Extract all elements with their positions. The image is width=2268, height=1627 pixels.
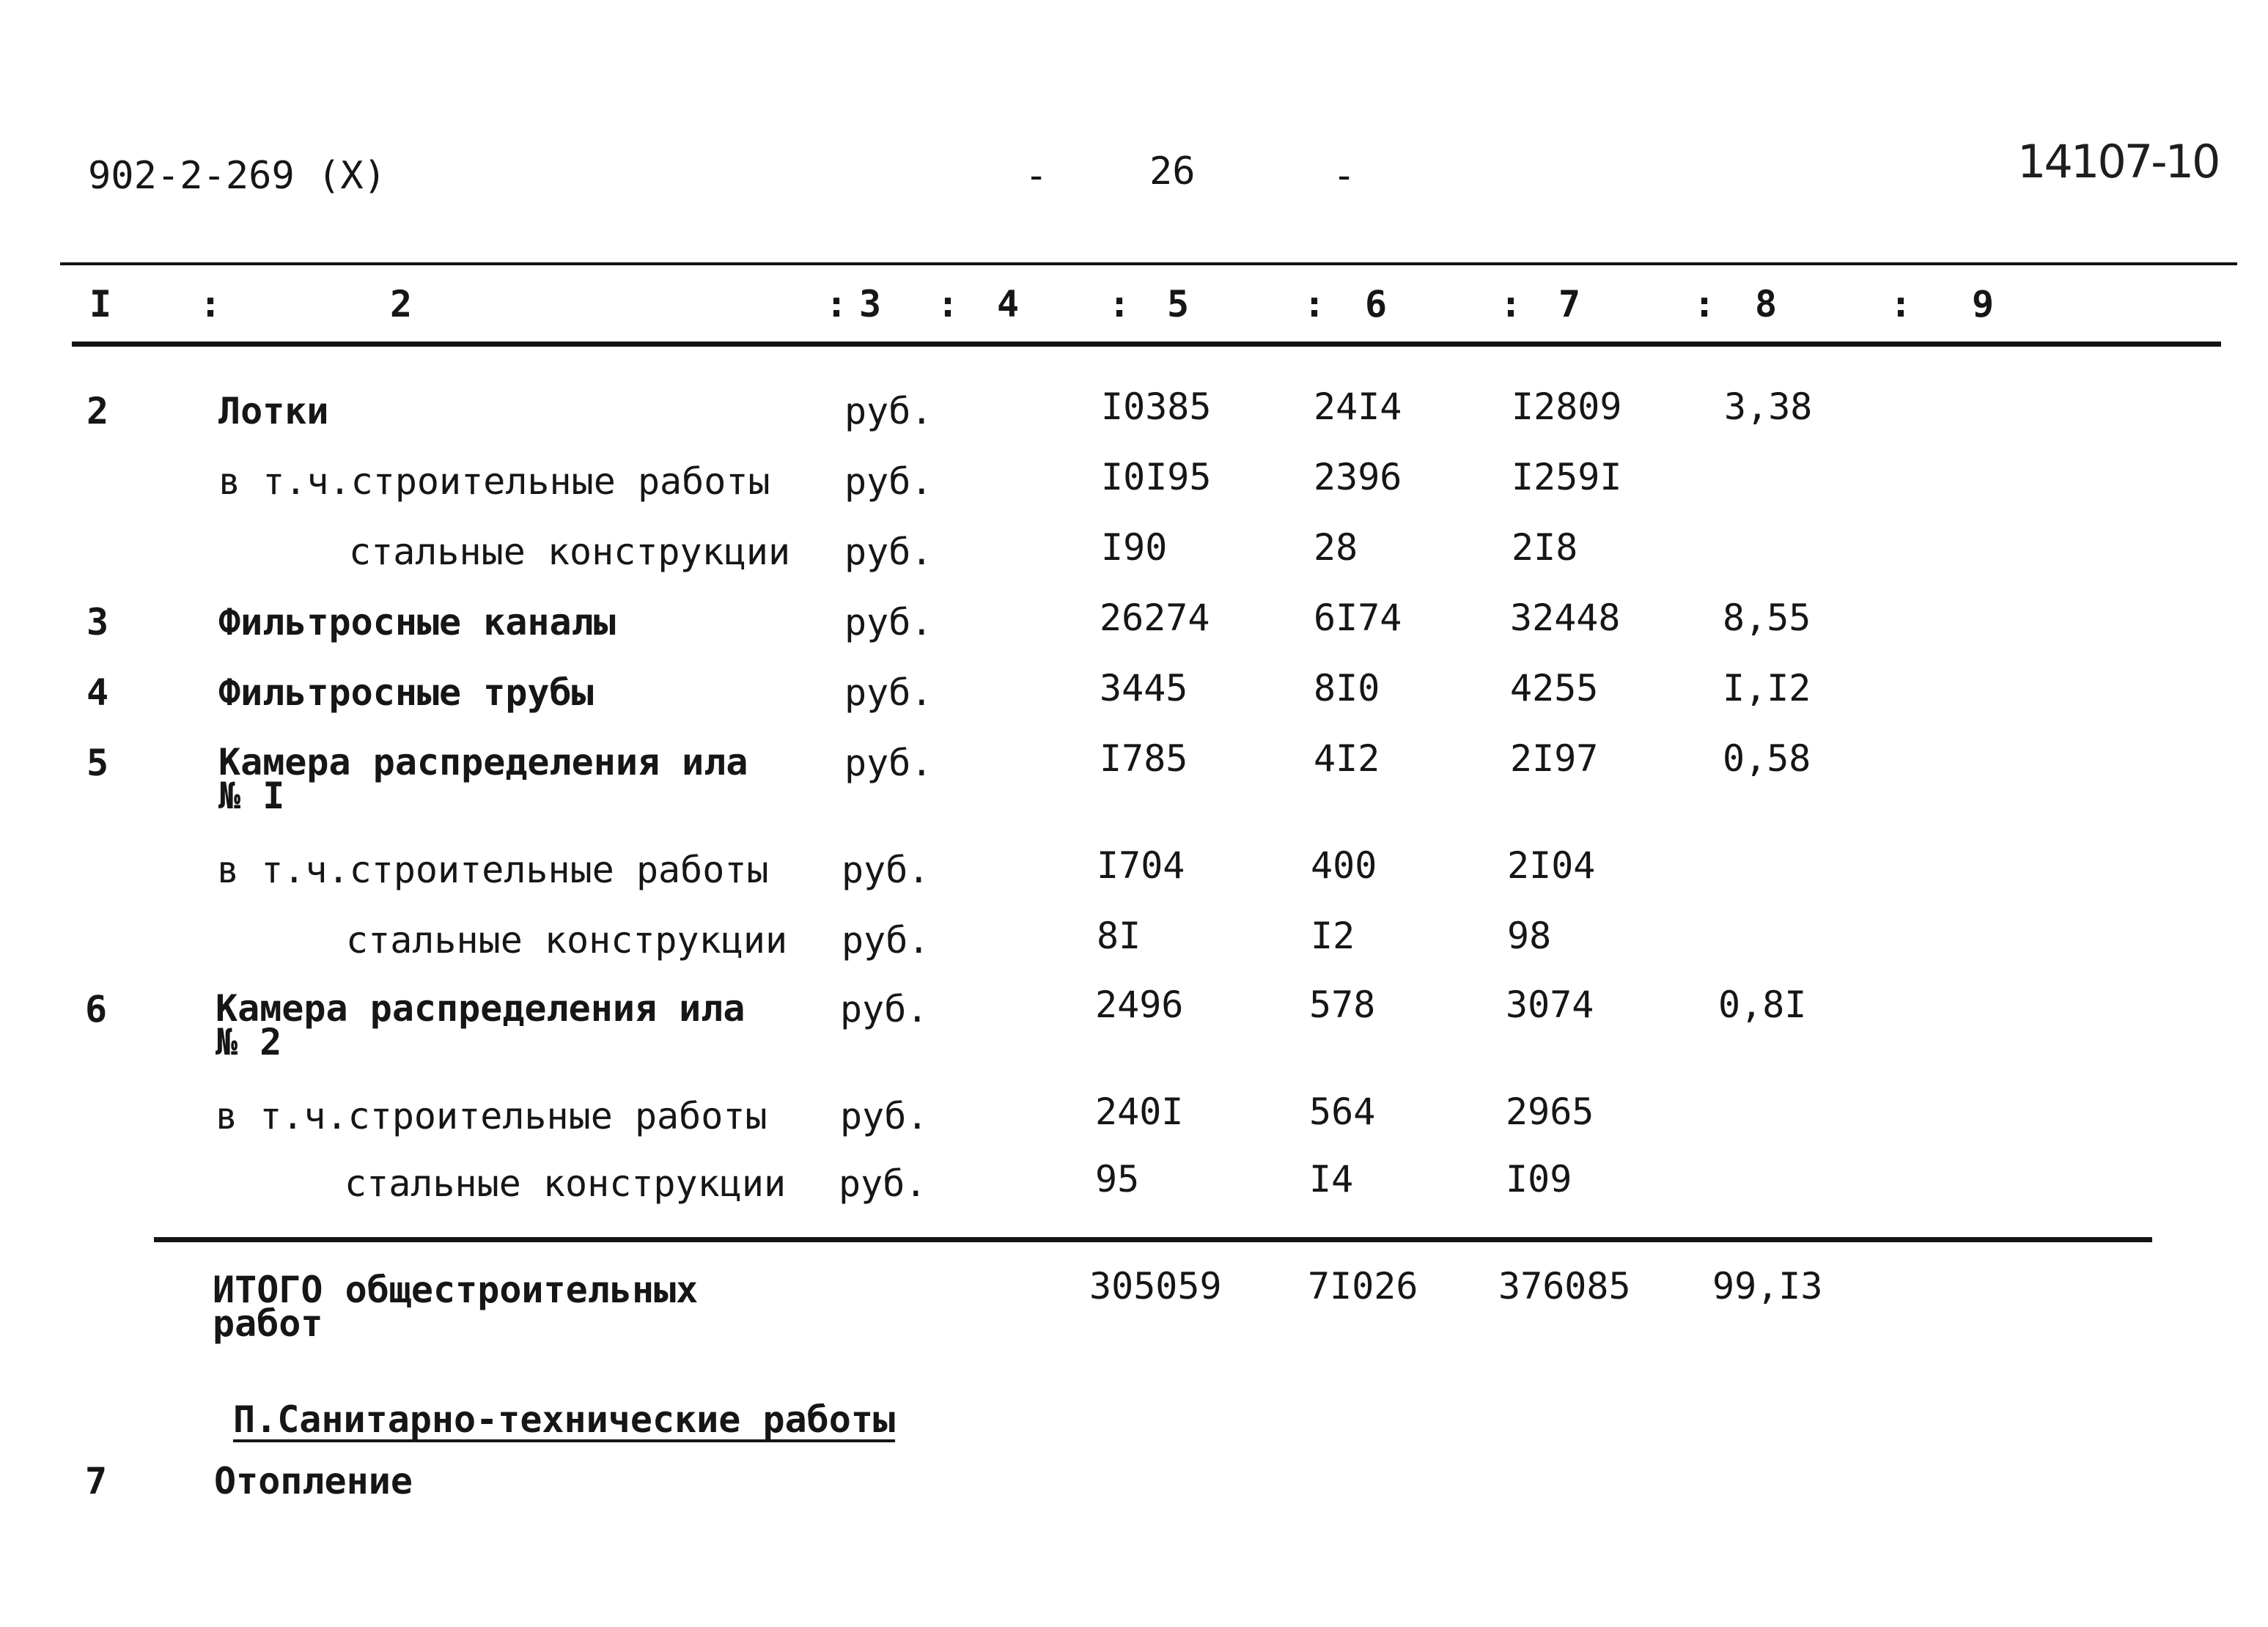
total-label-line2: работ [213,1302,323,1345]
page-number: 26 [1149,150,1196,193]
row-unit: руб. [844,460,933,503]
row-number: 2 [86,390,109,432]
row-cell-6: 6I74 [1314,597,1402,639]
row-unit: руб. [840,1095,929,1137]
row-number: 4 [86,671,109,714]
row-name-line2: № I [218,775,285,817]
row-cell-7: 2965 [1506,1091,1594,1133]
col-num-6: 6 [1365,283,1388,325]
row-name: Фильтросные каналы [218,601,616,643]
row-unit: руб. [844,531,933,573]
row-cell-6: I2 [1311,915,1355,957]
col-sep: : [1693,283,1716,325]
row-name: Лотки [218,390,329,432]
section-item-name: Отопление [214,1460,413,1502]
row-number: 3 [86,601,109,643]
row-cell-6: 2396 [1314,456,1402,498]
row-cell-7: 2I97 [1510,737,1599,780]
row-cell-5: 240I [1095,1091,1184,1133]
row-cell-7: 4255 [1510,667,1599,709]
col-sep: : [1890,283,1912,325]
col-sep: : [1500,283,1523,325]
header-rule-top [60,262,2237,265]
row-cell-7: 2I04 [1507,844,1596,887]
total-cell-5: 305059 [1089,1265,1222,1307]
section-item-number: 7 [85,1460,108,1502]
row-name: в т.ч.строительные работы [218,460,770,503]
row-name: Камера распределения ила [216,987,745,1030]
row-name: стальные конструкции [349,531,791,573]
section-title: П.Санитарно-технические работы [233,1398,896,1441]
col-num-2: 2 [390,283,413,325]
col-sep: : [1108,283,1131,325]
row-name: в т.ч.строительные работы [217,849,769,891]
row-unit: руб. [842,919,930,962]
row-cell-5: I785 [1100,737,1188,780]
row-name: Камера распределения ила [218,741,748,783]
row-name-line2: № 2 [216,1021,282,1063]
col-sep: : [825,283,848,325]
row-cell-7: I259I [1512,456,1622,498]
row-name: стальные конструкции [346,919,788,962]
total-rule [154,1237,2152,1242]
row-unit: руб. [844,671,933,714]
row-cell-8: 0,58 [1723,737,1811,780]
row-unit: руб. [839,1162,927,1205]
row-number: 5 [86,742,109,784]
row-cell-8: 3,38 [1724,385,1813,428]
col-sep: : [937,283,960,325]
col-num-8: 8 [1755,283,1778,325]
row-cell-7: I09 [1506,1158,1572,1200]
row-cell-6: 4I2 [1314,737,1380,780]
row-cell-7: 3074 [1506,984,1594,1026]
col-sep: : [199,283,222,325]
col-num-3: 3 [859,283,882,325]
row-cell-5: 3445 [1100,667,1188,709]
row-cell-5: 8I [1097,915,1141,957]
row-unit: руб. [844,742,933,784]
row-number: 6 [85,988,108,1030]
row-cell-5: 2496 [1095,984,1184,1026]
col-num-7: 7 [1558,283,1581,325]
header-rule-bottom [72,342,2221,347]
col-num-4: 4 [997,283,1020,325]
total-cell-6: 7I026 [1308,1265,1418,1307]
col-num-1: I [89,283,112,325]
row-cell-6: 578 [1309,984,1376,1026]
row-cell-5: I0385 [1101,385,1212,428]
row-cell-5: I704 [1097,844,1185,887]
row-unit: руб. [842,849,930,891]
row-cell-5: I90 [1101,526,1168,569]
total-label: ИТОГО общестроительных [213,1269,699,1311]
row-name: Фильтросные трубы [218,671,594,714]
col-num-9: 9 [1972,283,1995,325]
row-cell-6: 24I4 [1314,385,1402,428]
row-cell-8: 8,55 [1723,597,1811,639]
row-unit: руб. [844,390,933,432]
row-cell-7: I2809 [1512,385,1622,428]
row-cell-6: 8I0 [1314,667,1380,709]
row-cell-6: I4 [1309,1158,1354,1200]
row-cell-5: 26274 [1100,597,1210,639]
row-cell-7: 98 [1507,915,1552,957]
page-dash-right: - [1333,154,1356,198]
row-name: стальные конструкции [345,1162,787,1205]
col-sep: : [1303,283,1326,325]
row-name: в т.ч.строительные работы [216,1095,767,1137]
total-cell-7: 376085 [1498,1265,1631,1307]
row-cell-5: 95 [1095,1158,1140,1200]
doc-code: 902-2-269 (X) [88,154,386,198]
row-unit: руб. [840,988,929,1030]
total-cell-8: 99,I3 [1712,1265,1823,1307]
page-dash-left: - [1025,154,1048,198]
row-unit: руб. [844,601,933,643]
row-cell-7: 32448 [1510,597,1621,639]
row-cell-7: 2I8 [1512,526,1578,569]
row-cell-8: I,I2 [1723,667,1811,709]
archive-number: 14107-10 [2017,135,2219,188]
row-cell-8: 0,8I [1718,984,1807,1026]
row-cell-6: 28 [1314,526,1358,569]
col-num-5: 5 [1167,283,1190,325]
row-cell-5: I0I95 [1101,456,1212,498]
row-cell-6: 564 [1309,1091,1376,1133]
row-cell-6: 400 [1311,844,1377,887]
